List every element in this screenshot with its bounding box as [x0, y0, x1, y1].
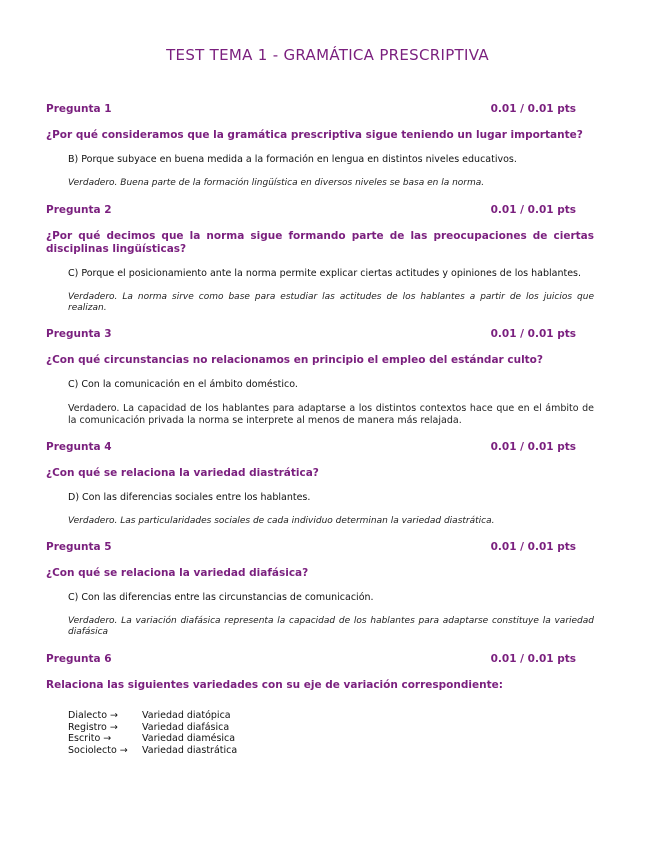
question-points: 0.01 / 0.01 pts: [490, 653, 576, 665]
question-header: [46, 328, 594, 340]
match-row: [68, 745, 594, 757]
question-5: [46, 541, 594, 638]
question-6: [46, 653, 594, 756]
match-term: Escrito →: [68, 733, 112, 744]
question-label: Pregunta 6: [46, 653, 112, 665]
question-4: [46, 441, 594, 527]
question-header: [46, 204, 594, 216]
answer-text: D) Con las diferencias sociales entre los hablantes.: [68, 492, 311, 503]
feedback-text: Verdadero. Buena parte de la formación lingüística en diversos niveles se basa en la norma.: [68, 178, 485, 188]
question-text: Relaciona las siguientes variedades con su eje de variación correspondiente:: [46, 679, 503, 691]
answer-text: C) Porque el posicionamiento ante la norma permite explicar ciertas actitudes y opiniones de los hablantes.: [68, 268, 582, 279]
match-term: Sociolecto →: [68, 744, 128, 756]
match-list: [68, 710, 594, 756]
feedback-text: Verdadero. Las particularidades sociales de cada individuo determinan la variedad diastrática.: [68, 516, 495, 526]
feedback-text: Verdadero. La variación diafásica representa la capacidad de los hablantes para adaptarse constituye la variedad diafásica: [68, 616, 594, 637]
match-answer: Variedad diastrática: [142, 744, 238, 756]
feedback-text: Verdadero. La norma sirve como base para estudiar las actitudes de los hablantes a partir de los juicios que realizan.: [68, 292, 594, 313]
match-row: [68, 722, 594, 734]
match-answer: Variedad diafásica: [142, 721, 230, 733]
question-label: Pregunta 3: [46, 328, 112, 340]
question-text: ¿Por qué decimos que la norma sigue formando parte de las preocupaciones de ciertas disciplinas lingüísticas?: [46, 230, 594, 255]
question-points: 0.01 / 0.01 pts: [490, 441, 576, 453]
question-points: 0.01 / 0.01 pts: [490, 204, 576, 216]
question-label: Pregunta 5: [46, 541, 112, 553]
match-term: Dialecto →: [68, 710, 119, 721]
match-row: [68, 733, 594, 745]
match-row: [68, 710, 594, 722]
question-2: [46, 204, 594, 314]
answer-text: C) Con la comunicación en el ámbito doméstico.: [68, 379, 298, 390]
question-1: [46, 103, 594, 189]
question-header: [46, 541, 594, 553]
question-points: 0.01 / 0.01 pts: [490, 103, 576, 115]
question-text: ¿Con qué se relaciona la variedad diastrática?: [46, 467, 319, 479]
question-text: ¿Por qué consideramos que la gramática prescriptiva sigue teniendo un lugar importante?: [46, 129, 583, 141]
question-header: [46, 103, 594, 115]
question-header: [46, 653, 594, 665]
match-answer: Variedad diamésica: [142, 733, 236, 744]
answer-text: C) Con las diferencias entre las circunstancias de comunicación.: [68, 592, 374, 603]
question-text: ¿Con qué circunstancias no relacionamos en principio el empleo del estándar culto?: [46, 354, 543, 366]
question-points: 0.01 / 0.01 pts: [490, 328, 576, 340]
question-points: 0.01 / 0.01 pts: [490, 541, 576, 553]
question-label: Pregunta 1: [46, 103, 112, 115]
question-text: ¿Con qué se relaciona la variedad diafásica?: [46, 567, 309, 579]
match-answer: Variedad diatópica: [142, 710, 231, 721]
feedback-text: Verdadero. La capacidad de los hablantes para adaptarse a los distintos contextos hace que en el ámbito de la comunicación privada la norma se interprete al menos de manera más relajada.: [68, 403, 594, 426]
question-3: [46, 328, 594, 427]
question-header: [46, 441, 594, 453]
question-label: Pregunta 4: [46, 441, 112, 453]
question-label: Pregunta 2: [46, 204, 112, 216]
page-title: TEST TEMA 1 - GRAMÁTICA PRESCRIPTIVA: [166, 46, 489, 64]
answer-text: B) Porque subyace en buena medida a la formación en lengua en distintos niveles educativos.: [68, 154, 517, 165]
match-term: Registro →: [68, 721, 118, 733]
